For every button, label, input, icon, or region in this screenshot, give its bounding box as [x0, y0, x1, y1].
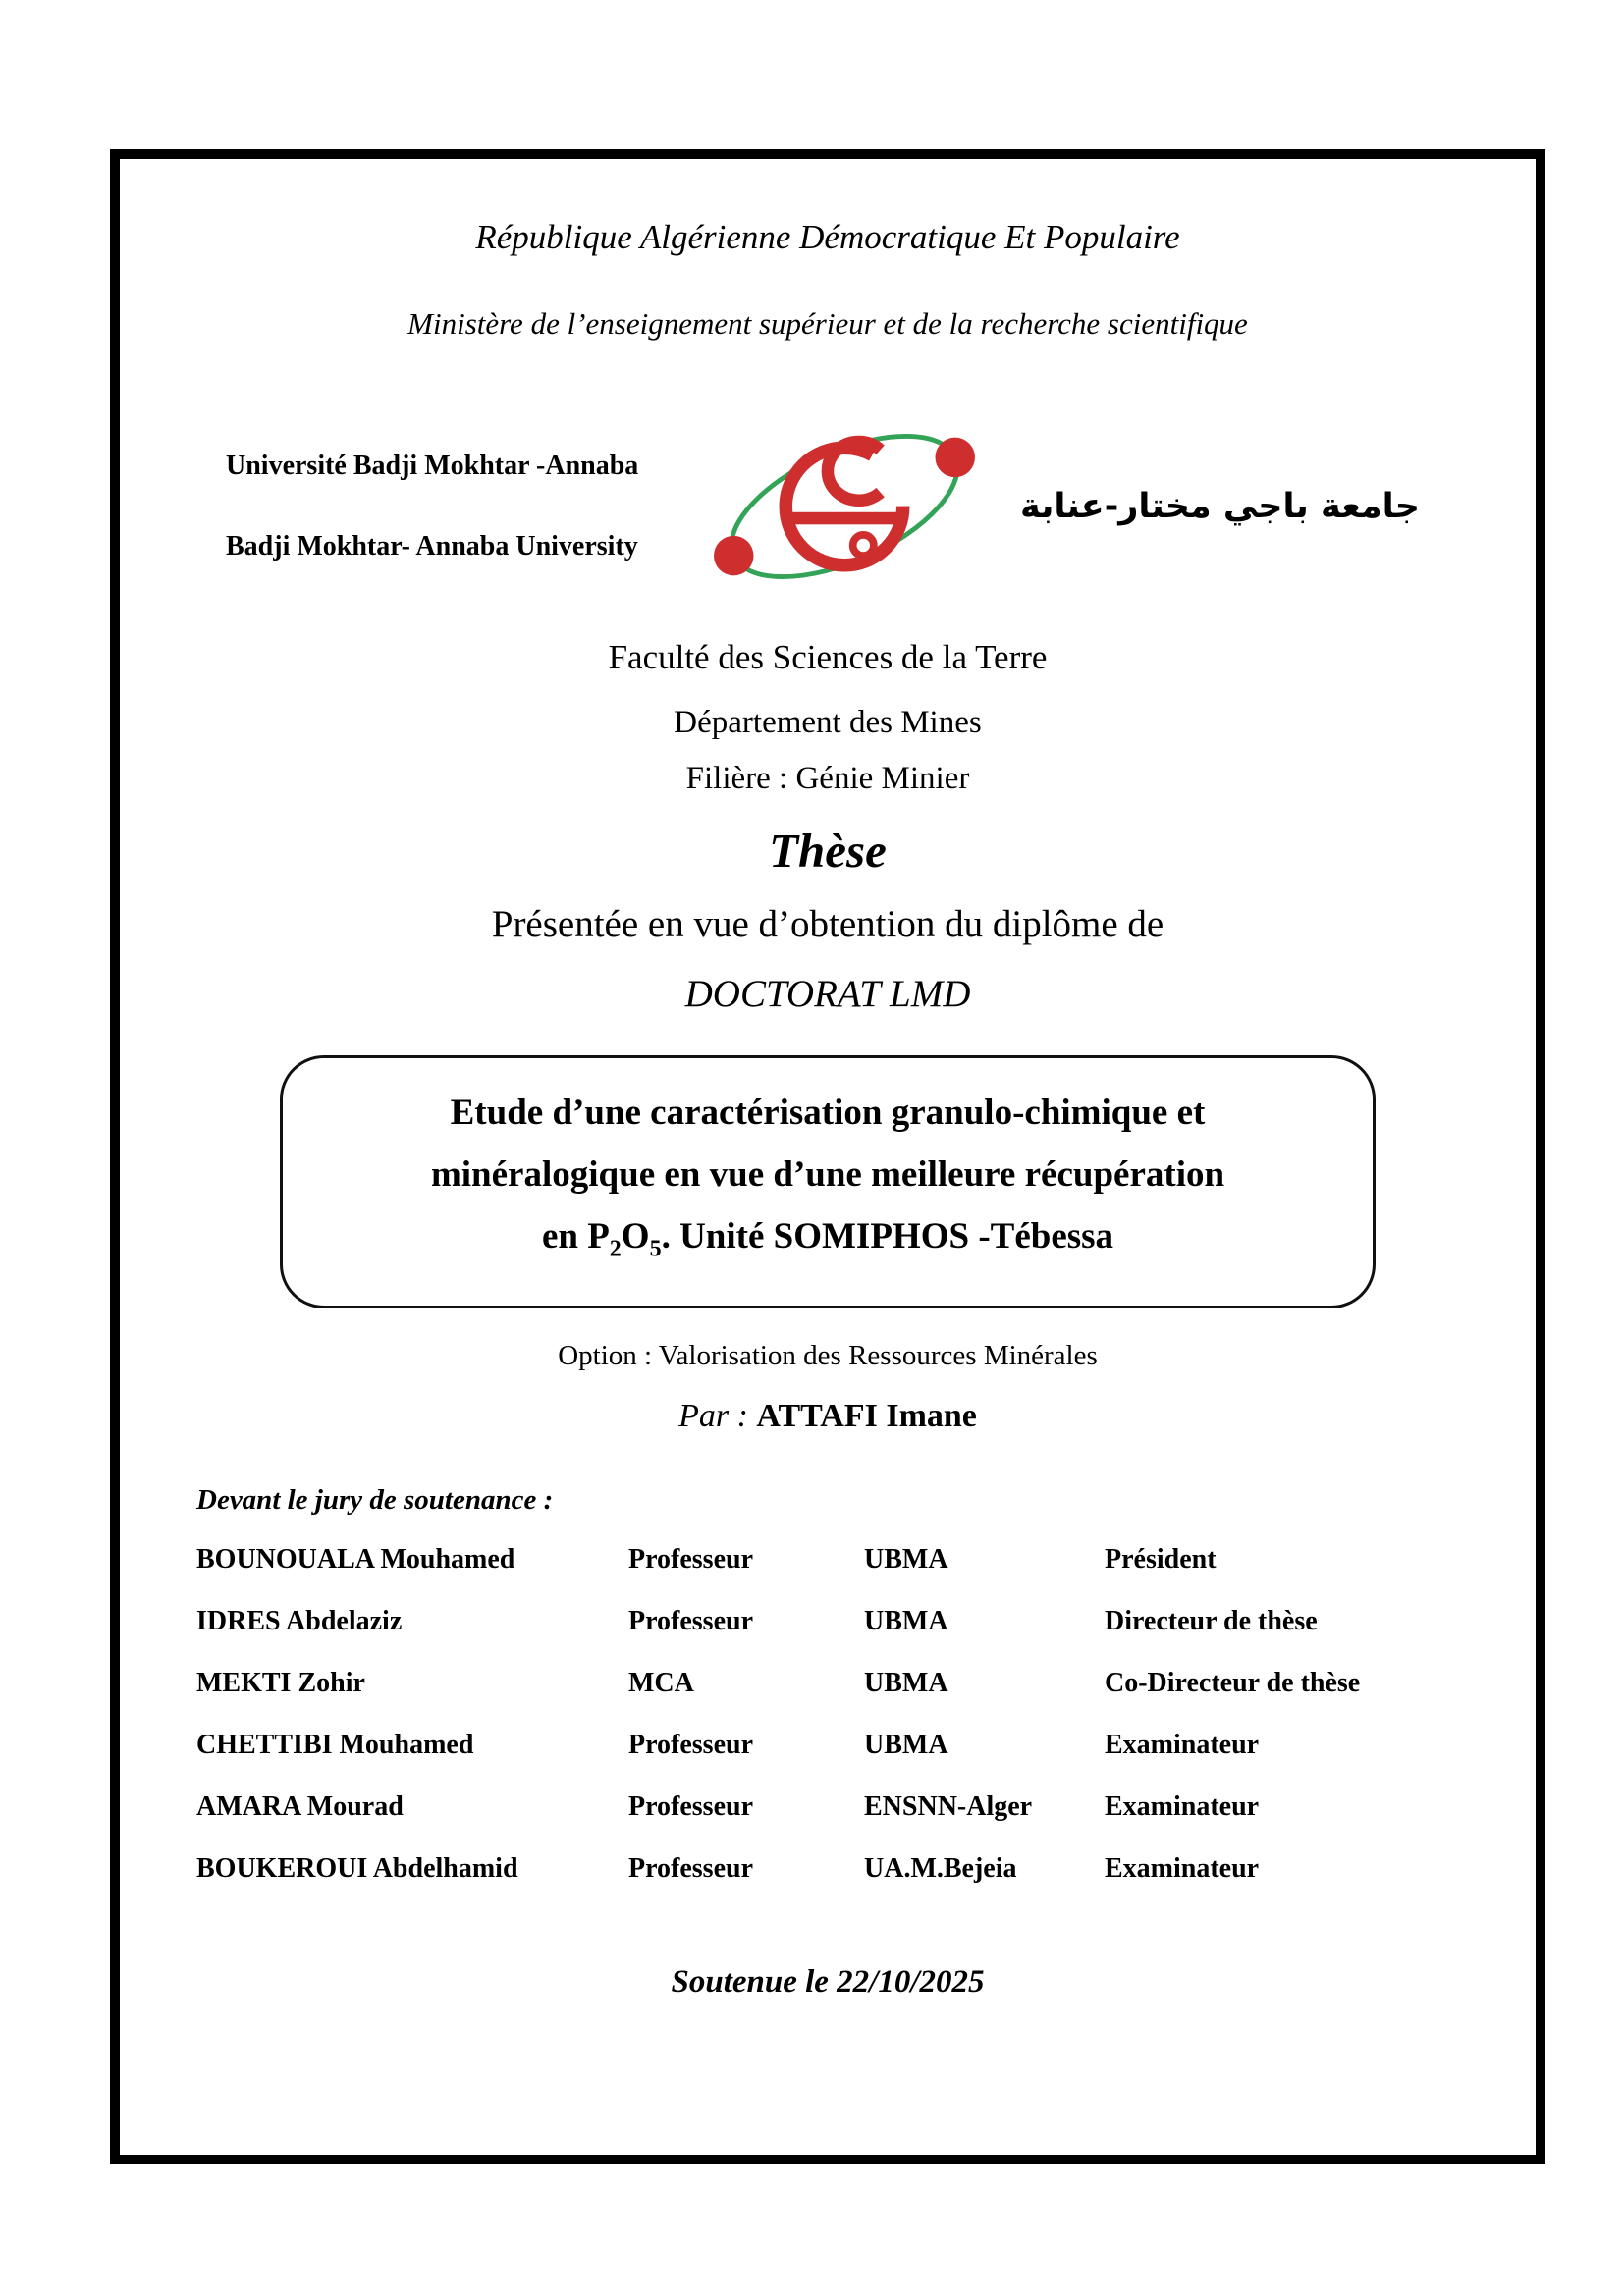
jury-member-role: Co-Directeur de thèse	[1105, 1667, 1361, 1698]
jury-member-institution: UBMA	[864, 1729, 948, 1760]
university-names	[226, 451, 638, 562]
jury-member-role: Président	[1105, 1543, 1217, 1575]
department-line: Département des Mines	[674, 705, 982, 740]
jury-member-institution: UBMA	[864, 1605, 948, 1636]
author-line	[120, 1398, 1536, 1435]
jury-heading: Devant le jury de soutenance :	[196, 1484, 554, 1517]
degree-line: DOCTORAT LMD	[684, 973, 971, 1015]
university-header-row	[226, 402, 1420, 611]
jury-member-name: CHETTIBI Mouhamed	[196, 1729, 474, 1760]
jury-member-institution: UA.M.Bejeia	[864, 1852, 1017, 1884]
jury-member-role: Examinateur	[1105, 1790, 1260, 1822]
jury-member-grade: Professeur	[628, 1852, 753, 1884]
jury-member-grade: Professeur	[628, 1790, 753, 1822]
university-logo	[697, 402, 992, 611]
presented-line: Présentée en vue d’obtention du diplôme de	[491, 903, 1164, 945]
jury-member-name: MEKTI Zohir	[196, 1667, 365, 1698]
defense-date-line: Soutenue le 22/10/2025	[671, 1964, 985, 2001]
jury-member-role: Directeur de thèse	[1105, 1605, 1318, 1636]
document-type-title: Thèse	[769, 824, 887, 878]
thesis-title-line1: Etude d’une caractérisation granulo-chimique et	[450, 1093, 1206, 1133]
jury-member-name: IDRES Abdelaziz	[196, 1605, 403, 1636]
title-line3-sub5: 5	[649, 1236, 662, 1262]
jury-member-role: Examinateur	[1105, 1852, 1260, 1884]
thesis-title-box	[280, 1055, 1376, 1308]
university-name-arabic: جامعة باجي مختار-عنابة	[1019, 487, 1420, 526]
title-line3-pre: en P	[541, 1216, 610, 1256]
title-line3-mid: O	[621, 1216, 650, 1256]
field-line: Filière : Génie Minier	[685, 761, 970, 796]
university-name-fr: Université Badji Mokhtar -Annaba	[226, 451, 639, 481]
title-line3-post: . Unité SOMIPHOS -Tébessa	[661, 1216, 1114, 1256]
university-logo-icon	[697, 402, 992, 611]
jury-member-name: AMARA Mourad	[196, 1790, 404, 1822]
jury-member-role: Examinateur	[1105, 1729, 1260, 1760]
jury-member-institution: ENSNN-Alger	[864, 1790, 1033, 1822]
jury-member-grade: Professeur	[628, 1543, 753, 1575]
jury-table	[196, 1528, 1487, 1899]
author-name: ATTAFI Imane	[756, 1398, 977, 1435]
faculty-line: Faculté des Sciences de la Terre	[608, 638, 1048, 676]
thesis-title-line2: minéralogique en vue d’une meilleure récupération	[430, 1154, 1225, 1195]
option-line: Option : Valorisation des Ressources Minérales	[558, 1340, 1098, 1372]
jury-member-name: BOUKEROUI Abdelhamid	[196, 1852, 518, 1884]
jury-member-grade: Professeur	[628, 1729, 753, 1760]
jury-member-institution: UBMA	[864, 1543, 948, 1575]
jury-member-grade: Professeur	[628, 1605, 753, 1636]
ministry-line: Ministère de l’enseignement supérieur et de la recherche scientifique	[407, 306, 1248, 341]
republic-title: République Algérienne Démocratique Et Populaire	[475, 218, 1180, 256]
university-name-en: Badji Mokhtar- Annaba University	[226, 531, 638, 561]
jury-member-institution: UBMA	[864, 1667, 948, 1698]
page-border-frame	[110, 149, 1545, 2164]
author-label: Par :	[678, 1398, 748, 1435]
title-line3-sub2: 2	[609, 1236, 622, 1262]
thesis-title-line3	[312, 1205, 1343, 1280]
jury-member-name: BOUNOUALA Mouhamed	[196, 1543, 515, 1575]
jury-member-grade: MCA	[628, 1667, 694, 1698]
